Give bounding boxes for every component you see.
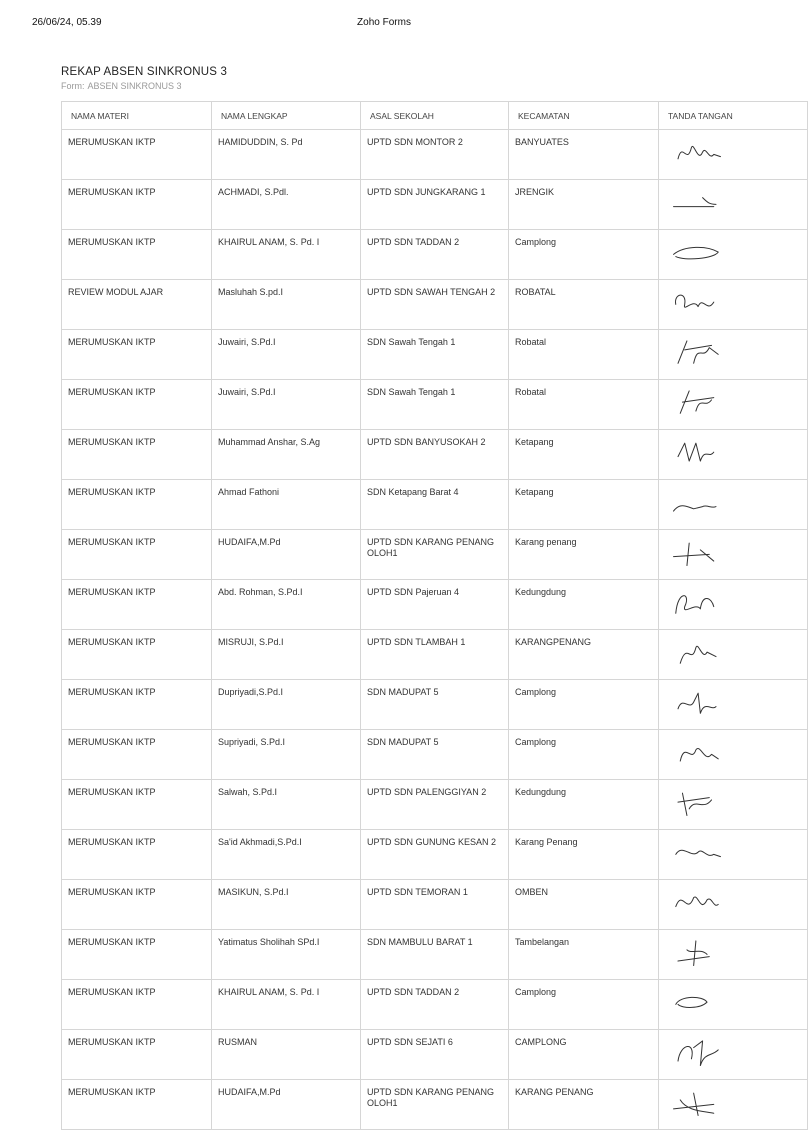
signature-image [667,132,727,170]
table-row [62,780,808,830]
nama-lengkap-cell: MASIKUN, S.Pd.I [212,880,361,930]
signature-stroke [678,443,714,461]
signature-stroke [680,748,718,761]
column-header-kecamatan: KECAMATAN [509,102,659,130]
asal-sekolah-cell: UPTD SDN SAWAH TENGAH 2 [361,280,509,330]
signature-cell [659,580,808,630]
table-row [62,980,808,1030]
signature-cell [659,480,808,530]
nama-lengkap-cell: ACHMADI, S.Pdl. [212,180,361,230]
asal-sekolah-cell: SDN MADUPAT 5 [361,730,509,780]
print-header [0,16,768,32]
table-row [62,530,808,580]
kecamatan-cell: KARANG PENANG [509,1080,659,1130]
signature-stroke [674,506,716,511]
nama-lengkap-cell: KHAIRUL ANAM, S. Pd. I [212,230,361,280]
signature-image [667,832,727,870]
signature-stroke [674,1093,714,1115]
signature-cell [659,280,808,330]
nama-materi-cell: MERUMUSKAN IKTP [62,480,212,530]
signature-stroke [676,850,721,856]
signature-stroke [680,391,714,413]
form-label: Form: [61,81,85,91]
signature-cell [659,330,808,380]
nama-lengkap-cell: HUDAIFA,M.Pd [212,1080,361,1130]
asal-sekolah-cell: UPTD SDN GUNUNG KESAN 2 [361,830,509,880]
signature-cell [659,1080,808,1130]
signature-stroke [678,341,718,363]
column-header-tanda-tangan: TANDA TANGAN [659,102,808,130]
column-header-nama-lengkap: NAMA LENGKAP [212,102,361,130]
signature-cell [659,730,808,780]
asal-sekolah-cell: UPTD SDN TADDAN 2 [361,230,509,280]
signature-image [667,932,727,970]
signature-stroke [674,247,719,259]
nama-lengkap-cell: RUSMAN [212,1030,361,1080]
nama-lengkap-cell: Supriyadi, S.Pd.I [212,730,361,780]
signature-image [667,382,727,420]
signature-cell [659,980,808,1030]
report-header [61,66,227,91]
kecamatan-cell: Camplong [509,680,659,730]
nama-materi-cell: MERUMUSKAN IKTP [62,1080,212,1130]
signature-cell [659,380,808,430]
report-title: REKAP ABSEN SINKRONUS 3 [61,66,228,78]
form-name-value: ABSEN SINKRONUS 3 [87,81,182,91]
asal-sekolah-cell: UPTD SDN TLAMBAH 1 [361,630,509,680]
kecamatan-cell: Ketapang [509,480,659,530]
column-header-asal-sekolah: ASAL SEKOLAH [361,102,509,130]
nama-materi-cell: MERUMUSKAN IKTP [62,1030,212,1080]
signature-stroke [676,596,714,614]
kecamatan-cell: Tambelangan [509,930,659,980]
nama-materi-cell: MERUMUSKAN IKTP [62,330,212,380]
nama-materi-cell: MERUMUSKAN IKTP [62,230,212,280]
signature-cell [659,680,808,730]
nama-lengkap-cell: Muhammad Anshar, S.Ag [212,430,361,480]
table-row [62,330,808,380]
signature-stroke [676,295,714,307]
signature-stroke [678,941,709,966]
signature-image [667,282,727,320]
nama-materi-cell: MERUMUSKAN IKTP [62,380,212,430]
kecamatan-cell: Robatal [509,380,659,430]
table-row [62,580,808,630]
asal-sekolah-cell: SDN Sawah Tengah 1 [361,380,509,430]
nama-materi-cell: MERUMUSKAN IKTP [62,730,212,780]
signature-cell [659,830,808,880]
asal-sekolah-cell: SDN Ketapang Barat 4 [361,480,509,530]
signature-cell [659,130,808,180]
print-date: 26/06/24, 05.39 [32,17,102,28]
attendance-table-container[interactable] [61,101,733,1108]
nama-materi-cell: MERUMUSKAN IKTP [62,130,212,180]
signature-cell [659,530,808,580]
column-header-nama-materi: NAMA MATERI [62,102,212,130]
kecamatan-cell: CAMPLONG [509,1030,659,1080]
signature-image [667,732,727,770]
signature-image [667,482,727,520]
asal-sekolah-cell: SDN MADUPAT 5 [361,680,509,730]
print-app-title: Zoho Forms [357,17,411,28]
signature-cell [659,780,808,830]
nama-materi-cell: MERUMUSKAN IKTP [62,880,212,930]
asal-sekolah-cell: UPTD SDN MONTOR 2 [361,130,509,180]
kecamatan-cell: Camplong [509,730,659,780]
nama-lengkap-cell: HUDAIFA,M.Pd [212,530,361,580]
kecamatan-cell: Kedungdung [509,780,659,830]
signature-cell [659,230,808,280]
table-body [62,130,808,1130]
signature-stroke [676,997,707,1007]
signature-cell [659,430,808,480]
nama-lengkap-cell: HAMIDUDDIN, S. Pd [212,130,361,180]
kecamatan-cell: KARANGPENANG [509,630,659,680]
attendance-table [61,101,808,1130]
table-row [62,930,808,980]
nama-lengkap-cell: KHAIRUL ANAM, S. Pd. I [212,980,361,1030]
signature-image [667,232,727,270]
table-row [62,280,808,330]
kecamatan-cell: Karang Penang [509,830,659,880]
table-row [62,230,808,280]
nama-materi-cell: MERUMUSKAN IKTP [62,930,212,980]
asal-sekolah-cell: UPTD SDN JUNGKARANG 1 [361,180,509,230]
table-row [62,680,808,730]
kecamatan-cell: Karang penang [509,530,659,580]
nama-materi-cell: REVIEW MODUL AJAR [62,280,212,330]
asal-sekolah-cell: UPTD SDN BANYUSOKAH 2 [361,430,509,480]
kecamatan-cell: BANYUATES [509,130,659,180]
table-row [62,1080,808,1130]
table-header-row [62,102,808,130]
table-row [62,830,808,880]
nama-lengkap-cell: Yatimatus Sholihah SPd.I [212,930,361,980]
nama-lengkap-cell: MISRUJI, S.Pd.I [212,630,361,680]
nama-materi-cell: MERUMUSKAN IKTP [62,430,212,480]
signature-cell [659,930,808,980]
nama-materi-cell: MERUMUSKAN IKTP [62,680,212,730]
signature-image [667,432,727,470]
signature-image [667,982,727,1020]
asal-sekolah-cell: SDN MAMBULU BARAT 1 [361,930,509,980]
nama-lengkap-cell: Dupriyadi,S.Pd.I [212,680,361,730]
kecamatan-cell: JRENGIK [509,180,659,230]
signature-stroke [678,1041,718,1066]
signature-cell [659,880,808,930]
signature-stroke [678,693,716,713]
table-row [62,380,808,430]
nama-lengkap-cell: Ahmad Fathoni [212,480,361,530]
table-row [62,1030,808,1080]
asal-sekolah-cell: UPTD SDN SEJATI 6 [361,1030,509,1080]
kecamatan-cell: Kedungdung [509,580,659,630]
table-row [62,880,808,930]
nama-materi-cell: MERUMUSKAN IKTP [62,980,212,1030]
table-row [62,430,808,480]
asal-sekolah-cell: UPTD SDN PALENGGIYAN 2 [361,780,509,830]
nama-lengkap-cell: Juwairi, S.Pd.I [212,330,361,380]
nama-lengkap-cell: Salwah, S.Pd.I [212,780,361,830]
signature-image [667,882,727,920]
nama-materi-cell: MERUMUSKAN IKTP [62,530,212,580]
kecamatan-cell: Camplong [509,980,659,1030]
table-row [62,730,808,780]
signature-image [667,332,727,370]
nama-lengkap-cell: Juwairi, S.Pd.I [212,380,361,430]
signature-stroke [678,793,712,815]
signature-stroke [674,198,716,207]
signature-cell [659,1030,808,1080]
signature-stroke [674,543,714,565]
nama-materi-cell: MERUMUSKAN IKTP [62,830,212,880]
signature-image [667,782,727,820]
signature-stroke [676,897,718,907]
asal-sekolah-cell: SDN Sawah Tengah 1 [361,330,509,380]
signature-image [667,182,727,220]
signature-cell [659,630,808,680]
kecamatan-cell: ROBATAL [509,280,659,330]
asal-sekolah-cell: UPTD SDN TADDAN 2 [361,980,509,1030]
nama-materi-cell: MERUMUSKAN IKTP [62,180,212,230]
kecamatan-cell: Camplong [509,230,659,280]
asal-sekolah-cell: UPTD SDN Pajeruan 4 [361,580,509,630]
form-name [61,81,227,91]
nama-lengkap-cell: Abd. Rohman, S.Pd.I [212,580,361,630]
signature-stroke [678,146,720,158]
signature-image [667,632,727,670]
asal-sekolah-cell: UPTD SDN KARANG PENANG OLOH1 [361,530,509,580]
kecamatan-cell: OMBEN [509,880,659,930]
signature-image [667,1032,727,1070]
signature-stroke [680,646,716,663]
signature-image [667,532,727,570]
table-row [62,130,808,180]
table-row [62,180,808,230]
kecamatan-cell: Robatal [509,330,659,380]
nama-materi-cell: MERUMUSKAN IKTP [62,780,212,830]
signature-image [667,1082,727,1120]
nama-lengkap-cell: Masluhah S.pd.I [212,280,361,330]
asal-sekolah-cell: UPTD SDN TEMORAN 1 [361,880,509,930]
asal-sekolah-cell: UPTD SDN KARANG PENANG OLOH1 [361,1080,509,1130]
nama-materi-cell: MERUMUSKAN IKTP [62,630,212,680]
table-row [62,480,808,530]
nama-materi-cell: MERUMUSKAN IKTP [62,580,212,630]
nama-lengkap-cell: Sa'id Akhmadi,S.Pd.I [212,830,361,880]
table-row [62,630,808,680]
kecamatan-cell: Ketapang [509,430,659,480]
signature-cell [659,180,808,230]
signature-image [667,682,727,720]
signature-image [667,582,727,620]
